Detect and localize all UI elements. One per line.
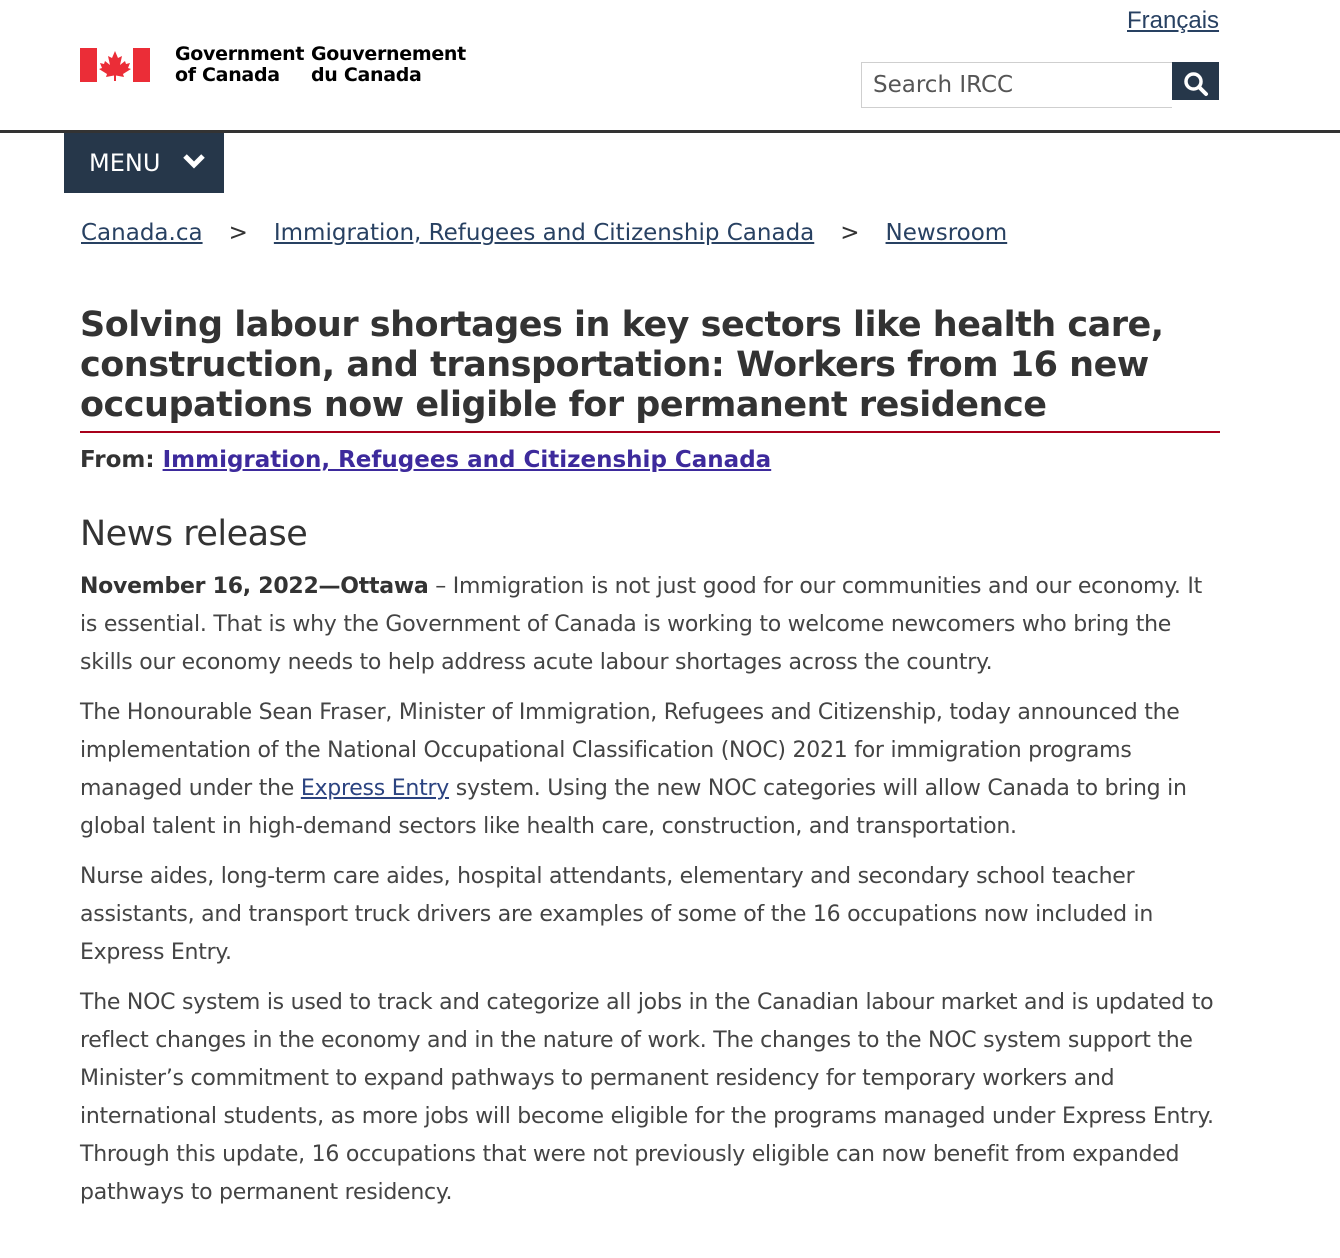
paragraph-text: The Honourable Sean Fraser, Minister of Immigration, Refugees and Citizenship, today announced the implementation of the National Occupational Classification (NOC) 2021 for immigration programs managed under the (80, 700, 1180, 801)
signature-line: du Canada (311, 64, 422, 86)
search-input[interactable] (861, 62, 1172, 108)
government-signature-english[interactable] (175, 44, 304, 86)
dateline: November 16, 2022—Ottawa (80, 574, 429, 599)
from-line (80, 447, 771, 473)
breadcrumb-separator: > (228, 220, 248, 246)
page-title-line: Solving labour shortages in key sectors like health care, (80, 305, 1164, 345)
signature-line: of Canada (175, 64, 280, 86)
menu-button[interactable] (64, 133, 224, 193)
search-button[interactable] (1172, 62, 1219, 100)
menu-label: MENU (89, 149, 161, 177)
chevron-down-icon (182, 151, 206, 171)
article-paragraph (80, 694, 1220, 846)
article-paragraph: Nurse aides, long-term care aides, hospital attendants, elementary and secondary school teacher assistants, and transport truck drivers are examples of some of the 16 occupations now included in Express Entry. (80, 864, 1154, 965)
breadcrumb-link-canada[interactable]: Canada.ca (81, 220, 203, 246)
section-heading: News release (80, 514, 308, 554)
page-title (80, 305, 1220, 425)
article-paragraph (80, 568, 1220, 682)
express-entry-link[interactable]: Express Entry (300, 776, 450, 801)
breadcrumb-separator: > (840, 220, 860, 246)
article-paragraph: The NOC system is used to track and categorize all jobs in the Canadian labour market and is updated to reflect changes in the economy and in the nature of work. The changes to the NOC system support the Minister’s commitment to expand pathways to permanent residency for temporary workers and international students, as more jobs will become eligible for the programs managed under Express Entry. Through this update, 16 occupations that were not previously eligible can now benefit from expanded pathways to permanent residency. (80, 990, 1214, 1205)
paragraph-text: – Immigration is not just good for our communities and our economy. It is essential. That is why the Government of Canada is working to welcome newcomers who bring the skills our economy needs to help address acute labour shortages across the country. (80, 574, 1202, 675)
breadcrumb-link-ircc[interactable]: Immigration, Refugees and Citizenship Canada (273, 220, 815, 246)
signature-line: Gouvernement (311, 43, 466, 65)
paragraph-text: system. Using the new NOC categories will allow Canada to bring in global talent in high-demand sectors like health care, construction, and transportation. (80, 776, 1187, 839)
language-toggle-link[interactable]: Français (1127, 7, 1220, 34)
government-signature-french[interactable] (311, 44, 466, 86)
from-label: From: (80, 447, 155, 473)
breadcrumb-link-newsroom[interactable]: Newsroom (885, 220, 1008, 246)
title-divider (80, 431, 1220, 433)
page-title-line: occupations now eligible for permanent residence (80, 385, 1047, 425)
from-department-link[interactable]: Immigration, Refugees and Citizenship Canada (162, 447, 772, 473)
canada-flag-icon[interactable] (80, 48, 150, 82)
page-title-line: construction, and transportation: Workers from 16 new (80, 345, 1149, 385)
search-form (861, 62, 1219, 108)
site-header (0, 0, 1340, 133)
search-icon (1183, 71, 1209, 97)
article-body (80, 568, 1220, 1224)
breadcrumb (81, 220, 1007, 246)
signature-line: Government (175, 43, 305, 65)
